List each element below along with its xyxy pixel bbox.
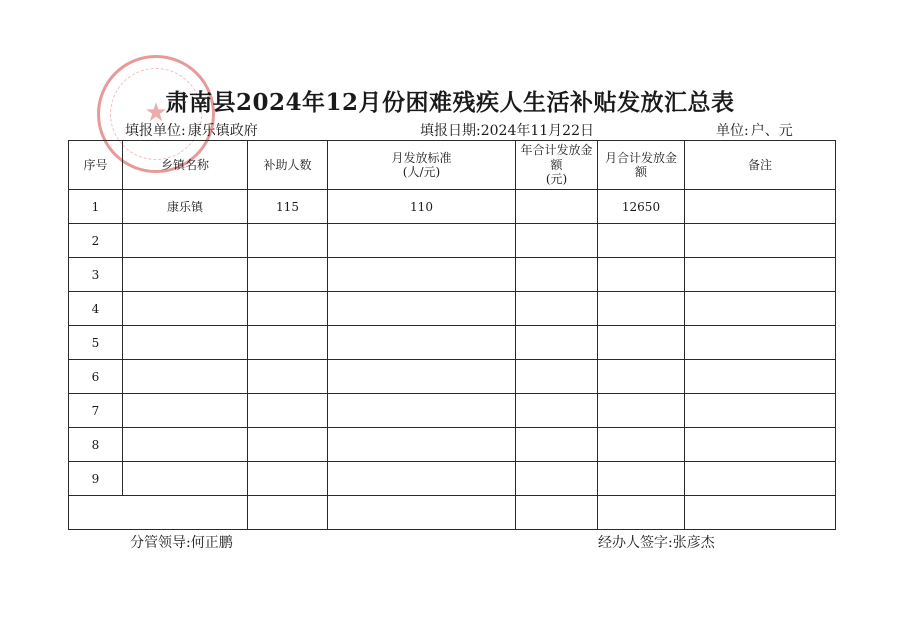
cell-standard [328,258,516,292]
header-town: 乡镇名称 [123,141,248,190]
handler-name: 张彦杰 [672,535,715,551]
table-row [69,258,836,292]
measurement-unit-value: 户、元 [750,123,793,139]
table-row [69,190,836,224]
cell-remark [685,224,836,258]
cell-monthly [598,428,685,462]
cell-seq: 7 [69,394,123,428]
cell-town [123,224,248,258]
header-standard-line1: 月发放标准 [391,150,452,165]
cell-seq: 1 [69,190,123,224]
table-row [69,462,836,496]
cell-count [248,428,328,462]
table-row [69,428,836,462]
reporting-unit-label: 填报单位: [125,123,186,139]
cell-standard [328,326,516,360]
measurement-unit-label: 单位: [716,123,749,139]
cell-monthly [598,258,685,292]
cell-standard [328,360,516,394]
cell-remark [685,394,836,428]
cell-standard [328,394,516,428]
cell-seq: 8 [69,428,123,462]
reporting-unit-value: 康乐镇政府 [187,123,258,139]
cell-seq: 9 [69,462,123,496]
cell-standard [328,224,516,258]
total-remark-cell [685,496,836,530]
cell-monthly [598,292,685,326]
cell-remark [685,258,836,292]
total-label-cell [69,496,248,530]
handler-label: 经办人签字: [598,535,673,551]
cell-annual [516,394,598,428]
table-row [69,292,836,326]
cell-count [248,462,328,496]
total-count-cell [248,496,328,530]
cell-town [123,292,248,326]
cell-annual [516,292,598,326]
cell-seq: 3 [69,258,123,292]
header-monthly: 月合计发放金额 [598,141,685,190]
cell-monthly: 12650 [598,190,685,224]
header-count: 补助人数 [248,141,328,190]
cell-annual [516,224,598,258]
table-row [69,326,836,360]
header-remark: 备注 [685,141,836,190]
cell-annual [516,258,598,292]
cell-town [123,360,248,394]
reporting-unit [125,120,258,140]
total-standard-cell [328,496,516,530]
cell-remark [685,190,836,224]
table-row [69,224,836,258]
cell-count [248,258,328,292]
total-annual-cell [516,496,598,530]
seal-star-icon: ★ [144,98,168,128]
table-header-row [69,141,836,190]
cell-monthly [598,360,685,394]
cell-monthly [598,462,685,496]
page-title: 肃南县2024年12月份困难残疾人生活补贴发放汇总表 [165,89,735,116]
cell-town [123,462,248,496]
handler-signature [598,532,715,552]
header-standard [328,141,516,190]
cell-annual [516,326,598,360]
cell-seq: 5 [69,326,123,360]
cell-monthly [598,224,685,258]
reporting-date-value: 2024年11月22日 [480,123,594,139]
cell-annual [516,190,598,224]
cell-count [248,360,328,394]
header-standard-line2: (人/元) [402,165,441,179]
cell-standard [328,462,516,496]
cell-standard: 110 [328,190,516,224]
supervisor-label: 分管领导: [130,535,191,551]
cell-remark [685,428,836,462]
cell-town [123,258,248,292]
cell-monthly [598,326,685,360]
cell-count: 115 [248,190,328,224]
cell-town [123,428,248,462]
cell-count [248,394,328,428]
cell-seq: 6 [69,360,123,394]
cell-remark [685,360,836,394]
measurement-unit [716,120,793,140]
header-annual-line1: 年合计发放金额 [520,143,593,172]
reporting-date-label: 填报日期: [420,123,481,139]
cell-standard [328,292,516,326]
table-total-row [69,496,836,530]
header-annual-line2: (元) [545,172,568,187]
subsidy-summary-table [68,140,836,530]
cell-remark [685,326,836,360]
cell-town [123,326,248,360]
table-row [69,394,836,428]
header-annual [516,141,598,190]
cell-seq: 4 [69,292,123,326]
cell-town: 康乐镇 [123,190,248,224]
supervisor-signature [130,532,233,552]
cell-standard [328,428,516,462]
cell-annual [516,462,598,496]
reporting-date [420,120,594,140]
cell-remark [685,462,836,496]
cell-annual [516,360,598,394]
header-seq: 序号 [69,141,123,190]
table-row [69,360,836,394]
cell-count [248,224,328,258]
cell-seq: 2 [69,224,123,258]
cell-count [248,292,328,326]
cell-town [123,394,248,428]
cell-monthly [598,394,685,428]
total-monthly-cell [598,496,685,530]
cell-remark [685,292,836,326]
supervisor-name: 何正鹏 [190,535,233,551]
cell-count [248,326,328,360]
cell-annual [516,428,598,462]
